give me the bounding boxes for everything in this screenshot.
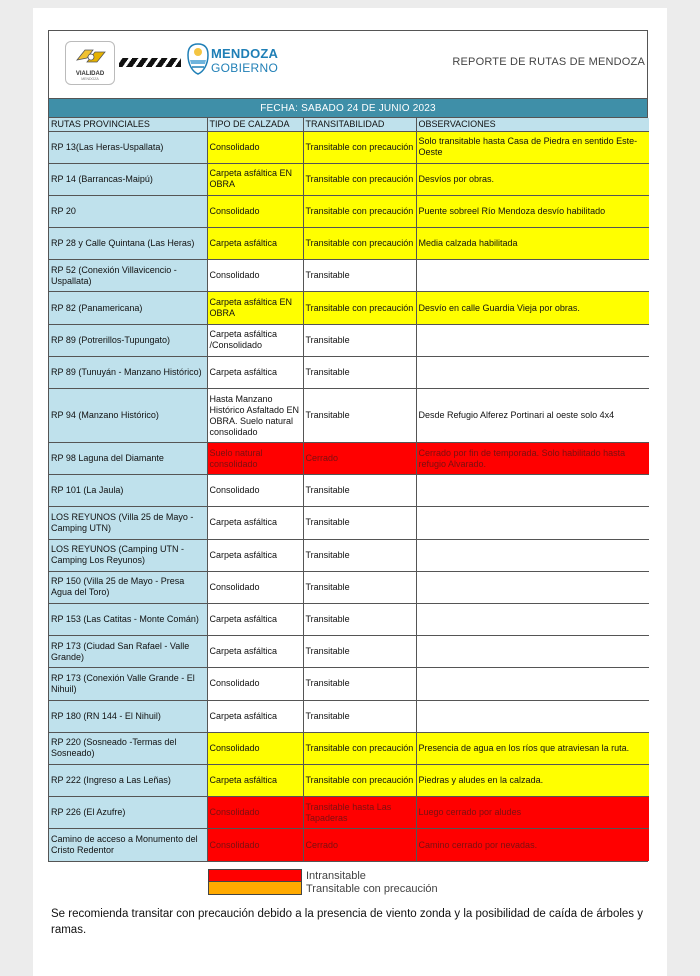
status-cell: Transitable con precaución [303,163,416,195]
status-cell: Cerrado [303,443,416,475]
table-row [49,829,649,861]
vialidad-logo-text: VIALIDAD [75,71,105,77]
observation-cell [416,668,649,700]
status-cell: Transitable [303,507,416,539]
route-cell: RP 222 (Ingreso a Las Leñas) [49,764,207,796]
surface-cell: Consolidado [207,797,303,829]
table-row [49,668,649,700]
table-row [49,764,649,796]
surface-cell: Carpeta asfáltica [207,228,303,260]
table-row [49,539,649,571]
surface-cell: Carpeta asfáltica [207,356,303,388]
table-row [49,507,649,539]
route-cell: LOS REYUNOS (Camping UTN - Camping Los Reyunos) [49,539,207,571]
observation-cell [416,636,649,668]
status-cell: Transitable [303,539,416,571]
legend [208,869,438,895]
surface-cell: Carpeta asfáltica [207,764,303,796]
status-cell: Transitable [303,324,416,356]
route-cell: RP 153 (Las Catitas - Monte Comán) [49,603,207,635]
status-cell: Transitable [303,571,416,603]
legend-label: Intransitable [306,869,366,882]
surface-cell: Carpeta asfáltica [207,539,303,571]
observation-cell [416,260,649,292]
surface-cell: Consolidado [207,131,303,163]
route-cell: RP 180 (RN 144 - El Nihuil) [49,700,207,732]
table-row [49,603,649,635]
route-cell: RP 89 (Potrerillos-Tupungato) [49,324,207,356]
observation-cell: Presencia de agua en los ríos que atraviesan la ruta. [416,732,649,764]
mendoza-logo-line1: MENDOZA [211,46,279,61]
observation-cell [416,507,649,539]
table-row [49,163,649,195]
surface-cell: Carpeta asfáltica /Consolidado [207,324,303,356]
routes-table [49,118,649,861]
route-cell: RP 150 (Villa 25 de Mayo - Presa Agua del Toro) [49,571,207,603]
status-cell: Transitable con precaución [303,764,416,796]
route-cell: RP 13(Las Heras-Uspallata) [49,131,207,163]
observation-cell [416,571,649,603]
table-header-row [49,118,649,131]
column-header-route: RUTAS PROVINCIALES [49,118,207,131]
status-cell: Transitable hasta Las Tapaderas [303,797,416,829]
observation-cell: Cerrado por fin de temporada. Solo habilitado hasta refugio Alvarado. [416,443,649,475]
table-row [49,443,649,475]
hazard-stripes [119,58,181,67]
route-cell: RP 173 (Ciudad San Rafael - Valle Grande) [49,636,207,668]
table-row [49,131,649,163]
route-cell: RP 94 (Manzano Histórico) [49,389,207,443]
report-sheet [48,30,648,862]
route-cell: RP 101 (La Jaula) [49,475,207,507]
observation-cell [416,356,649,388]
observation-cell: Luego cerrado por aludes [416,797,649,829]
observation-cell: Desde Refugio Alferez Portinari al oeste solo 4x4 [416,389,649,443]
legend-swatch-red [208,869,302,882]
surface-cell: Consolidado [207,195,303,227]
observation-cell: Solo transitable hasta Casa de Piedra en sentido Este-Oeste [416,131,649,163]
status-cell: Transitable [303,636,416,668]
vialidad-emblem-icon [75,46,107,68]
route-cell: LOS REYUNOS (Villa 25 de Mayo - Camping UTN) [49,507,207,539]
surface-cell: Hasta Manzano Histórico Asfaltado EN OBRA. Suelo natural consolidado [207,389,303,443]
column-header-surface: TIPO DE CALZADA [207,118,303,131]
surface-cell: Consolidado [207,475,303,507]
table-row [49,475,649,507]
vialidad-logo-subtext: MENDOZA [81,77,99,81]
surface-cell: Carpeta asfáltica EN OBRA [207,292,303,324]
legend-item-intransitable [208,869,438,882]
observation-cell: Desvíos por obras. [416,163,649,195]
route-cell: RP 220 (Sosneado -Termas del Sosneado) [49,732,207,764]
observation-cell: Media calzada habilitada [416,228,649,260]
status-cell: Transitable con precaución [303,732,416,764]
column-header-status: TRANSITABILIDAD [303,118,416,131]
surface-cell: Carpeta asfáltica [207,603,303,635]
observation-cell [416,700,649,732]
recommendation-note: Se recomienda transitar con precaución debido a la presencia de viento zonda y la posibilidad de caída de árboles y ramas. [51,908,643,936]
route-cell: RP 20 [49,195,207,227]
table-row [49,571,649,603]
route-cell: RP 28 y Calle Quintana (Las Heras) [49,228,207,260]
status-cell: Cerrado [303,829,416,861]
legend-label: Transitable con precaución [306,882,438,895]
surface-cell: Consolidado [207,260,303,292]
observation-cell [416,324,649,356]
status-cell: Transitable con precaución [303,228,416,260]
table-row [49,797,649,829]
status-cell: Transitable [303,260,416,292]
observation-cell: Desvío en calle Guardia Vieja por obras. [416,292,649,324]
table-row [49,260,649,292]
observation-cell [416,539,649,571]
route-cell: RP 52 (Conexión Villavicencio - Uspallata) [49,260,207,292]
table-row [49,228,649,260]
table-row [49,700,649,732]
surface-cell: Carpeta asfáltica [207,700,303,732]
observation-cell [416,475,649,507]
report-title: REPORTE DE RUTAS DE MENDOZA [452,56,645,68]
legend-item-caution [208,882,438,895]
surface-cell: Consolidado [207,829,303,861]
status-cell: Transitable [303,668,416,700]
mendoza-logo-line2: GOBIERNO [211,61,279,75]
status-cell: Transitable [303,356,416,388]
route-cell: RP 89 (Tunuyán - Manzano Histórico) [49,356,207,388]
surface-cell: Consolidado [207,732,303,764]
table-row [49,636,649,668]
report-page [33,8,667,976]
table-row [49,195,649,227]
table-row [49,324,649,356]
status-cell: Transitable con precaución [303,131,416,163]
status-cell: Transitable con precaución [303,292,416,324]
route-cell: RP 173 (Conexión Valle Grande - El Nihuil) [49,668,207,700]
surface-cell: Carpeta asfáltica [207,636,303,668]
table-row [49,356,649,388]
observation-cell: Camino cerrado por nevadas. [416,829,649,861]
surface-cell: Suelo natural consolidado [207,443,303,475]
route-cell: Camino de acceso a Monumento del Cristo Redentor [49,829,207,861]
surface-cell: Carpeta asfáltica [207,507,303,539]
status-cell: Transitable con precaución [303,195,416,227]
route-cell: RP 98 Laguna del Diamante [49,443,207,475]
status-cell: Transitable [303,389,416,443]
route-cell: RP 82 (Panamericana) [49,292,207,324]
observation-cell [416,603,649,635]
date-bar: FECHA: SABADO 24 DE JUNIO 2023 [49,99,647,118]
route-cell: RP 14 (Barrancas-Maipú) [49,163,207,195]
status-cell: Transitable [303,700,416,732]
surface-cell: Consolidado [207,668,303,700]
surface-cell: Consolidado [207,571,303,603]
surface-cell: Carpeta asfáltica EN OBRA [207,163,303,195]
mendoza-gobierno-logo [211,47,278,75]
table-row [49,389,649,443]
legend-swatch-orange [208,882,302,895]
observation-cell: Puente sobreel Río Mendoza desvío habilitado [416,195,649,227]
status-cell: Transitable [303,603,416,635]
table-row [49,732,649,764]
route-cell: RP 226 (El Azufre) [49,797,207,829]
table-row [49,292,649,324]
column-header-observations: OBSERVACIONES [416,118,649,131]
report-header [49,31,647,99]
observation-cell: Piedras y aludes en la calzada. [416,764,649,796]
mendoza-emblem-icon [187,43,209,75]
status-cell: Transitable [303,475,416,507]
vialidad-logo [65,41,115,85]
